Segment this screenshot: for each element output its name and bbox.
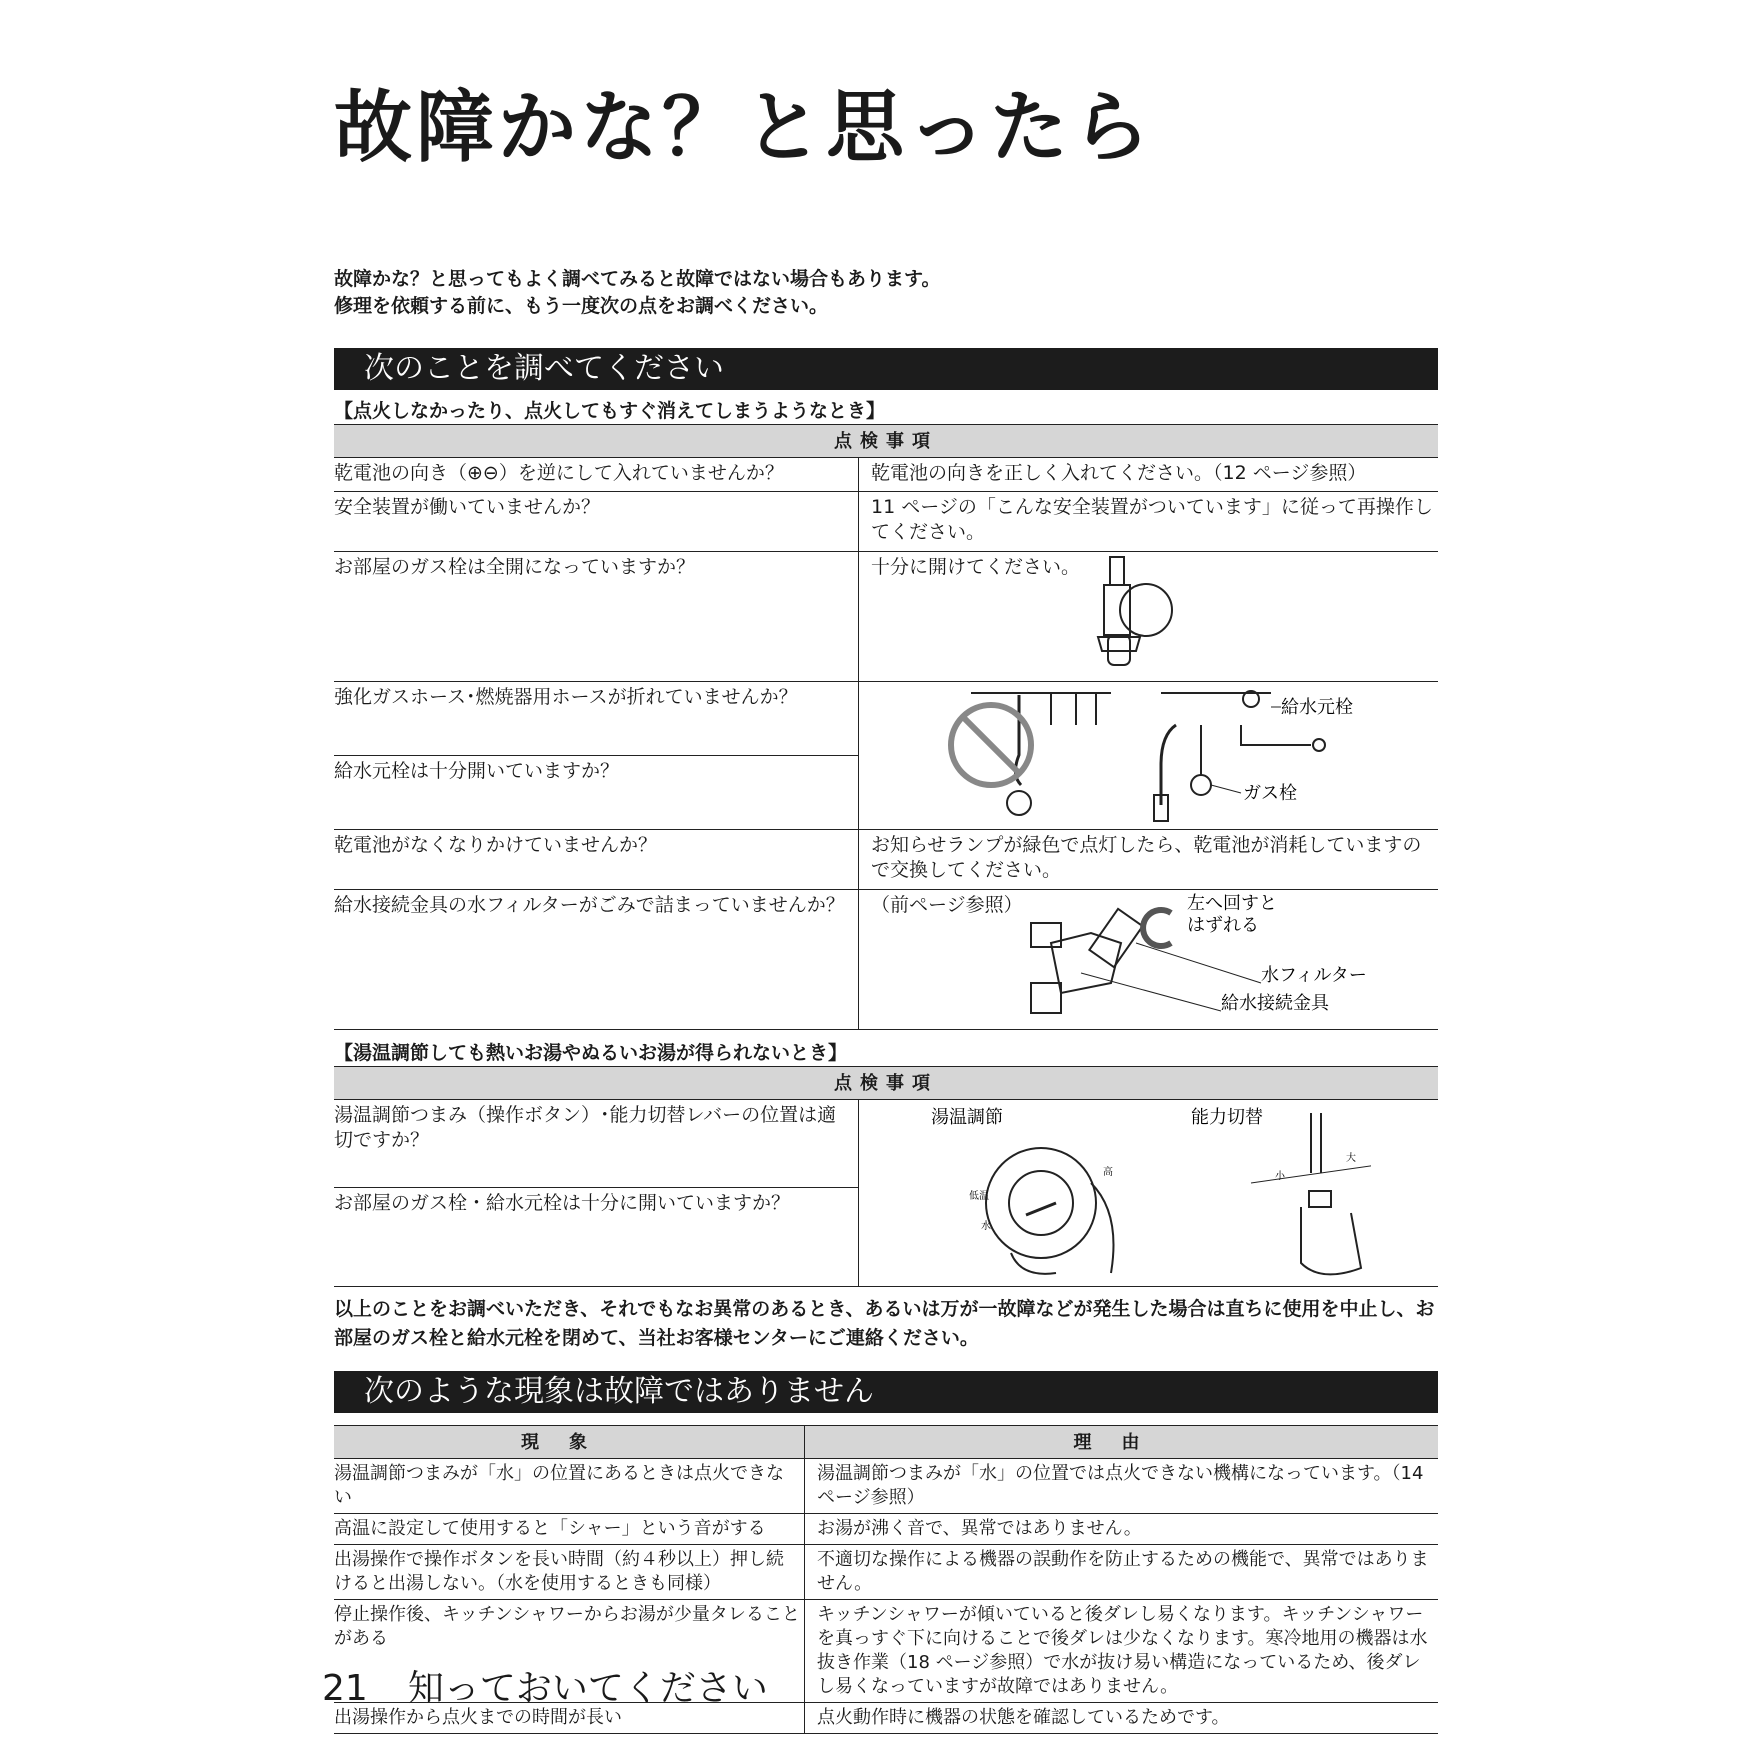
table-row — [334, 458, 1438, 492]
phenomenon-cell: 出湯操作から点火までの時間が長い — [334, 1703, 805, 1734]
temp-label: 湯温調節 — [931, 1107, 1003, 1128]
check-table — [334, 424, 1438, 1030]
remedy-text: 十分に開けてください。 — [871, 556, 1081, 578]
hose-valve-illustration — [871, 685, 1371, 825]
section-heading: 次のことを調べてください — [334, 348, 1438, 390]
remedy-cell: 乾電池の向きを正しく入れてください。（12 ページ参照） — [859, 458, 1439, 492]
check-cell: 給水元栓は十分開いていますか？ — [334, 756, 859, 830]
phenomenon-cell: 停止操作後、キッチンシャワーからお湯が少量タレることがある — [334, 1600, 805, 1703]
table-row — [334, 682, 1438, 756]
filter-label: 水フィルター — [1261, 965, 1367, 986]
table-row — [334, 1514, 1438, 1545]
table-row — [334, 890, 1438, 1030]
reason-cell: 不適切な操作による機器の誤動作を防止するための機能で、異常ではありません。 — [805, 1545, 1439, 1600]
remedy-cell — [859, 682, 1439, 830]
gas-valve-label: ガス栓 — [1243, 783, 1297, 804]
page-title: 故障かな？と思ったら — [334, 83, 1155, 173]
remedy-cell — [859, 890, 1439, 1030]
intro — [334, 266, 1438, 320]
check-cell: 湯温調節つまみ（操作ボタン）･能力切替レバーの位置は適切ですか？ — [334, 1100, 859, 1188]
low-temp-label: 低温 — [969, 1191, 989, 1202]
intro-line: 故障かな？と思ってもよく調べてみると故障ではない場合もあります。 — [334, 268, 941, 290]
table-row — [334, 1100, 1438, 1188]
reason-cell: 湯温調節つまみが「水」の位置では点火できない機構になっています。（14 ページ参照） — [805, 1459, 1439, 1514]
check-cell: 安全装置が働いていませんか？ — [334, 492, 859, 552]
remedy-cell — [859, 552, 1439, 682]
table-row — [334, 552, 1438, 682]
phenomenon-cell: 出湯操作で操作ボタンを長い時間（約４秒以上）押し続けると出湯しない。（水を使用するときも同様） — [334, 1545, 805, 1600]
check-cell: お部屋のガス栓は全開になっていますか？ — [334, 552, 859, 682]
section-heading: 次のような現象は故障ではありません — [334, 1371, 1438, 1413]
capacity-label: 能力切替 — [1191, 1107, 1263, 1128]
table-row — [334, 492, 1438, 552]
reason-cell: 点火動作時に機器の状態を確認しているためです。 — [805, 1703, 1439, 1734]
phenomenon-cell: 湯温調節つまみが「水」の位置にあるときは点火できない — [334, 1459, 805, 1514]
fitting-label: 給水接続金具 — [1221, 993, 1329, 1014]
gas-valve-illustration — [1080, 555, 1200, 675]
remedy-text: （前ページ参照） — [871, 894, 1023, 916]
water-valve-label: 給水元栓 — [1281, 697, 1353, 718]
footer-label: 知っておいてください — [407, 1668, 768, 1709]
check-table — [334, 1066, 1438, 1287]
remedy-cell: 11 ページの「こんな安全装置がついています」に従って再操作してください。 — [859, 492, 1439, 552]
check-cell: お部屋のガス栓・給水元栓は十分に開いていますか？ — [334, 1188, 859, 1287]
table-header: 点検事項 — [334, 425, 1438, 458]
check-cell: 乾電池がなくなりかけていませんか？ — [334, 830, 859, 890]
phenomenon-cell: 高温に設定して使用すると「シャー」という音がする — [334, 1514, 805, 1545]
page-footer — [322, 1660, 808, 1711]
col-reason: 理由 — [805, 1426, 1439, 1459]
col-phenomenon: 現象 — [334, 1426, 805, 1459]
remedy-cell — [859, 1100, 1439, 1287]
high-label: 高 — [1103, 1167, 1113, 1178]
small-label: 小 — [1275, 1171, 1285, 1182]
table-header: 点検事項 — [334, 1067, 1438, 1100]
group-caption: 【湯温調節しても熱いお湯やぬるいお湯が得られないとき】 — [334, 1042, 848, 1064]
filter-illustration — [1021, 893, 1421, 1023]
contact-note: 以上のことをお調べいただき、それでもなお異常のあるとき、あるいは万が一故障などが発生した場合は直ちに使用を中止し、お部屋のガス栓と給水元栓を閉めて、当社お客様センターにご連絡ください。 — [334, 1298, 1435, 1349]
reason-cell: キッチンシャワーが傾いていると後ダレし易くなります。キッチンシャワーを真っすぐ下に向けることで後ダレは少なくなります。寒冷地用の機器は水抜き作業（18 ページ参照）で水が抜け易い構造になっているため、後ダレし易くなっていますが故障ではありません。 — [805, 1600, 1439, 1703]
reason-cell: お湯が沸く音で、異常ではありません。 — [805, 1514, 1439, 1545]
check-cell: 乾電池の向き（⊕⊖）を逆にして入れていませんか？ — [334, 458, 859, 492]
group-caption: 【点火しなかったり、点火してもすぐ消えてしまうようなとき】 — [334, 400, 886, 422]
page — [334, 80, 1438, 1734]
water-label: 水 — [981, 1221, 991, 1232]
remedy-cell: お知らせランプが緑色で点灯したら、乾電池が消耗していますので交換してください。 — [859, 830, 1439, 890]
intro-line: 修理を依頼する前に、もう一度次の点をお調べください。 — [334, 295, 829, 317]
turn-left-label2: はずれる — [1187, 915, 1259, 936]
large-label: 大 — [1346, 1153, 1356, 1164]
page-number: 21 — [322, 1668, 368, 1709]
check-cell: 給水接続金具の水フィルターがごみで詰まっていませんか？ — [334, 890, 859, 1030]
check-cell: 強化ガスホース･燃焼器用ホースが折れていませんか？ — [334, 682, 859, 756]
table-row — [334, 830, 1438, 890]
knob-illustration — [871, 1103, 1371, 1283]
table-row — [334, 1545, 1438, 1600]
turn-left-label: 左へ回すと — [1187, 893, 1277, 914]
table-row — [334, 1459, 1438, 1514]
